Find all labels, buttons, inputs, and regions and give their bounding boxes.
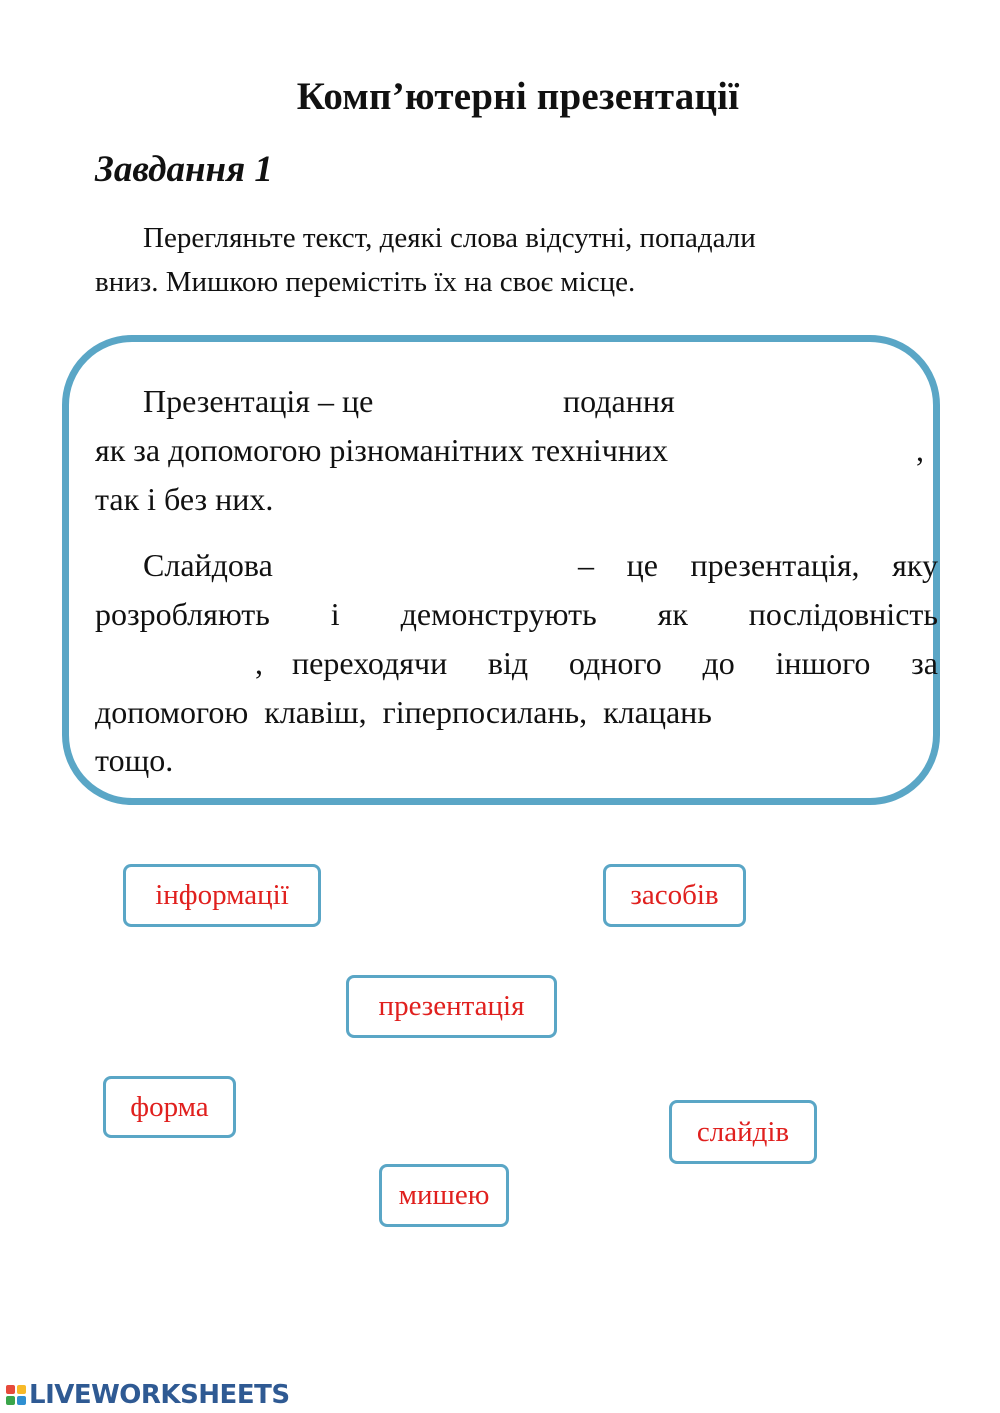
liveworksheets-logo[interactable]: [6, 1380, 290, 1410]
p2-word: і: [330, 596, 340, 632]
word-chip-informatsii[interactable]: інформації: [123, 864, 321, 927]
logo-square: [17, 1385, 26, 1394]
p2-word: послідовність: [748, 596, 938, 632]
p1-text-podannia: подання: [563, 383, 675, 419]
p1-comma: ,: [916, 432, 924, 468]
p2-word: презентація,: [690, 547, 860, 583]
p2-word: –: [578, 547, 594, 583]
p1-line-2: як за допомогою різноманітних технічних: [95, 432, 669, 468]
p1-text-start: Презентація – це: [143, 383, 374, 419]
p1-line-3: так і без них.: [95, 481, 274, 517]
p2-line-3-comma: ,: [255, 645, 263, 681]
word-chip-mysheiu[interactable]: мишею: [379, 1164, 509, 1227]
logo-square: [6, 1385, 15, 1394]
word-chip-forma[interactable]: форма: [103, 1076, 236, 1138]
logo-text: LIVEWORKSHEETS: [29, 1380, 290, 1410]
p2-word: до: [702, 645, 735, 681]
p2-word: іншого: [775, 645, 871, 681]
page-title: Комп’ютерні презентації: [296, 75, 740, 118]
p2-word: розробляють: [95, 596, 270, 632]
p2-line-1-end: [578, 545, 938, 585]
instruction-line-1: Перегляньте текст, деякі слова відсутні, попадали: [143, 222, 756, 254]
p2-word: переходячи: [292, 645, 448, 681]
logo-mark-icon: [6, 1385, 26, 1405]
p2-word: демонструють: [400, 596, 597, 632]
p2-line-1-start: Слайдова: [143, 547, 273, 583]
p2-word: яку: [892, 547, 938, 583]
p2-word: як: [657, 596, 688, 632]
logo-square: [6, 1396, 15, 1405]
task-heading: Завдання 1: [95, 149, 273, 190]
p2-line-5: тощо.: [95, 742, 174, 778]
p2-line-4: допомогою клавіш, гіперпосилань, клацань: [95, 694, 712, 730]
p2-word: від: [487, 645, 529, 681]
instruction-line-2: вниз. Мишкою перемістіть їх на своє місце.: [95, 266, 636, 298]
word-chip-zasobiv[interactable]: засобів: [603, 864, 746, 927]
p2-word: за: [911, 645, 938, 681]
p2-word: одного: [568, 645, 662, 681]
p2-line-3: [292, 643, 938, 683]
p2-line-2: [95, 594, 938, 634]
word-chip-slaidiv[interactable]: слайдів: [669, 1100, 817, 1164]
logo-square: [17, 1396, 26, 1405]
word-chip-prezentatsiia[interactable]: презентація: [346, 975, 557, 1038]
p2-word: це: [626, 547, 658, 583]
instruction-text: [95, 216, 885, 304]
